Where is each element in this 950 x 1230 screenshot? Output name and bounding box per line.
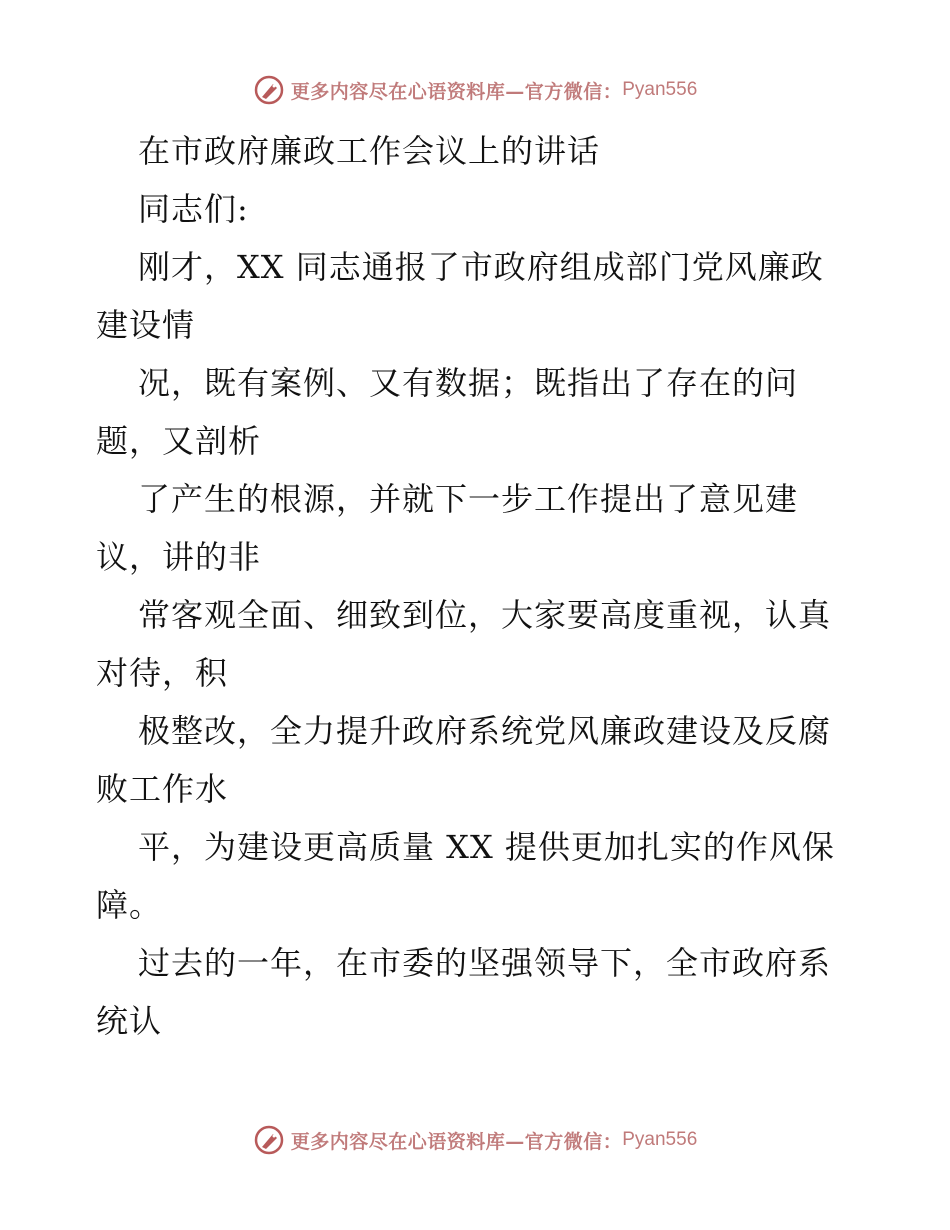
paragraph-line: 过去的一年，在市委的坚强领导下，全市政府系 <box>138 944 832 982</box>
pen-nib-icon <box>253 1124 285 1156</box>
paragraph-line: 极整改，全力提升政府系统党风廉政建设及反腐 <box>138 712 832 750</box>
paragraph-line: 对待，积 <box>96 654 229 692</box>
watermark-wechat-id: Pyan556 <box>622 79 698 100</box>
footer-watermark <box>0 1120 950 1160</box>
pen-nib-icon <box>253 74 285 106</box>
paragraph-line: 况，既有案例、又有数据；既指出了存在的问 <box>138 364 799 402</box>
salutation: 同志们: <box>138 190 249 228</box>
paragraph-line: 障。 <box>96 886 163 924</box>
paragraph-line: 平，为建设更高质量 XX 提供更加扎实的作风保 <box>138 828 835 866</box>
paragraph-line: 了产生的根源，并就下一步工作提出了意见建 <box>138 480 799 518</box>
document-title: 在市政府廉政工作会议上的讲话 <box>138 132 601 170</box>
paragraph-line: 题，又剖析 <box>96 422 262 460</box>
paragraph-line: 常客观全面、细致到位，大家要高度重视，认真 <box>138 596 832 634</box>
document-body <box>96 122 856 1050</box>
paragraph-line: 刚才，XX 同志通报了市政府组成部门党风廉政 <box>138 248 824 286</box>
paragraph-line: 败工作水 <box>96 770 229 808</box>
paragraph-line: 统认 <box>96 1002 163 1040</box>
watermark-text: 更多内容尽在心语资料库—官方微信： <box>290 80 623 103</box>
header-watermark <box>0 70 950 110</box>
watermark-text: 更多内容尽在心语资料库—官方微信： <box>290 1130 623 1153</box>
paragraph-line: 议，讲的非 <box>96 538 262 576</box>
paragraph-line: 建设情 <box>96 306 196 344</box>
watermark-wechat-id: Pyan556 <box>622 1129 698 1150</box>
